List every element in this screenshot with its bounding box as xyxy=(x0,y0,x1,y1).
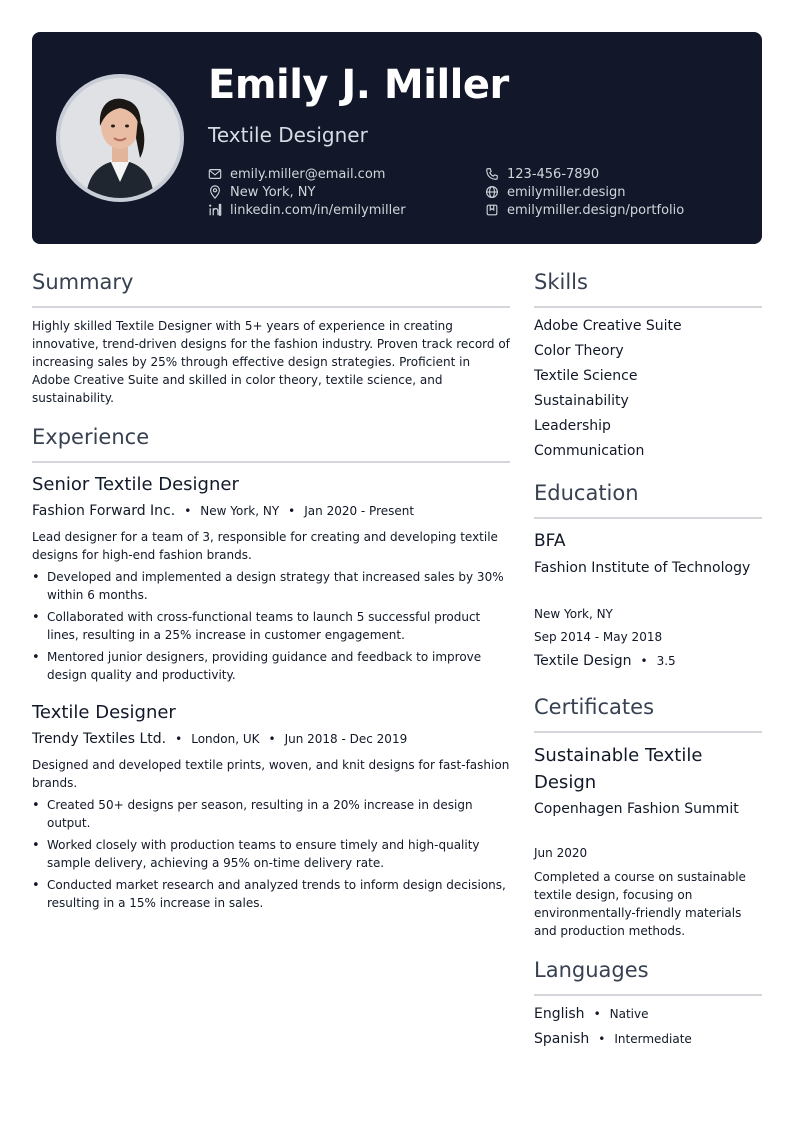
language-level: Intermediate xyxy=(614,1032,692,1046)
job-meta-1 xyxy=(32,503,414,519)
separator-dot: • xyxy=(288,504,296,518)
education-field-gpa xyxy=(534,653,676,669)
education-heading: Education xyxy=(534,481,639,505)
list-item: • Developed and implemented a design strategy that increased sales by 30% within 6 months. xyxy=(32,568,512,604)
separator-dot: • xyxy=(593,1007,601,1021)
education-degree: BFA xyxy=(534,531,566,551)
location-pin-icon xyxy=(208,185,222,199)
summary-heading: Summary xyxy=(32,270,134,294)
experience-divider xyxy=(32,461,510,463)
separator-dot: • xyxy=(598,1032,606,1046)
experience-heading: Experience xyxy=(32,425,150,449)
education-dates: Sep 2014 - May 2018 xyxy=(534,630,663,644)
separator-dot: • xyxy=(640,654,648,668)
certificate-issuer: Copenhagen Fashion Summit xyxy=(534,801,739,817)
list-item: • Worked closely with production teams to ensure timely and high-quality sample delivery, achieving a 95% on-time delivery rate. xyxy=(32,836,512,872)
job-dates-2: Jun 2018 - Dec 2019 xyxy=(284,732,408,746)
globe-icon xyxy=(485,185,499,199)
phone-icon xyxy=(485,167,499,181)
job-title-2: Textile Designer xyxy=(32,702,176,723)
phone-text: 123-456-7890 xyxy=(507,166,600,182)
skill-item: Textile Science xyxy=(534,368,638,384)
skill-item: Communication xyxy=(534,443,645,459)
list-item: • Created 50+ designs per season, resulting in a 20% increase in design output. xyxy=(32,796,512,832)
certificates-divider xyxy=(534,731,762,733)
profile-photo xyxy=(56,74,184,202)
job-company-1: Fashion Forward Inc. xyxy=(32,503,176,519)
job-company-2: Trendy Textiles Ltd. xyxy=(32,731,167,747)
language-level: Native xyxy=(609,1007,649,1021)
job-description-1: Lead designer for a team of 3, responsible for creating and developing textile designs for high-end fashion brands. xyxy=(32,530,498,562)
job-description-2: Designed and developed textile prints, woven, and knit designs for fast-fashion brands. xyxy=(32,758,510,790)
skills-heading: Skills xyxy=(534,270,588,294)
summary-text: Highly skilled Textile Designer with 5+ years of experience in creating innovative, trend-driven designs for the fashion industry. Proven track record of increasing sales by 25% through effective design strategies. Proficient in Adobe Creative Suite and skilled in color theory, textile science, and sustainability. xyxy=(32,319,510,405)
education-gpa: 3.5 xyxy=(656,654,676,668)
separator-dot: • xyxy=(184,504,192,518)
language-name: English xyxy=(534,1006,585,1022)
job-meta-2 xyxy=(32,731,407,747)
education-school: Fashion Institute of Technology xyxy=(534,560,751,576)
resume-header xyxy=(32,32,762,244)
list-item: • Mentored junior designers, providing guidance and feedback to improve design quality and productivity. xyxy=(32,648,512,684)
language-item xyxy=(534,1006,649,1022)
skill-item: Adobe Creative Suite xyxy=(534,318,682,334)
summary-divider xyxy=(32,306,510,308)
certificates-heading: Certificates xyxy=(534,695,655,719)
candidate-name: Emily J. Miller xyxy=(208,62,509,108)
location-text: New York, NY xyxy=(230,184,316,200)
languages-heading: Languages xyxy=(534,958,649,982)
skills-divider xyxy=(534,306,762,308)
certificate-description: Completed a course on sustainable textile design, focusing on environmentally-friendly materials and production methods. xyxy=(534,870,746,938)
language-item xyxy=(534,1031,692,1047)
skill-item: Sustainability xyxy=(534,393,629,409)
portfolio-icon xyxy=(485,203,499,217)
separator-dot: • xyxy=(175,732,183,746)
job-dates-1: Jan 2020 - Present xyxy=(304,504,415,518)
contact-linkedin[interactable] xyxy=(208,201,406,219)
certificate-date: Jun 2020 xyxy=(534,846,588,860)
skills-list xyxy=(534,314,682,464)
contact-website[interactable] xyxy=(485,183,626,201)
education-field: Textile Design xyxy=(534,653,632,669)
language-name: Spanish xyxy=(534,1031,590,1047)
contact-location xyxy=(208,183,315,201)
job-bullets-2 xyxy=(32,796,512,916)
separator-dot: • xyxy=(268,732,276,746)
mail-icon xyxy=(208,167,222,181)
education-divider xyxy=(534,517,762,519)
job-location-1: New York, NY xyxy=(200,504,280,518)
linkedin-icon xyxy=(208,203,222,217)
website-text: emilymiller.design xyxy=(507,184,626,200)
contact-email[interactable] xyxy=(208,165,385,183)
candidate-title: Textile Designer xyxy=(208,123,368,147)
job-bullets-1 xyxy=(32,568,512,688)
languages-divider xyxy=(534,994,762,996)
list-item: • Collaborated with cross-functional teams to launch 5 successful product lines, resulting in a 25% increase in customer engagement. xyxy=(32,608,512,644)
email-text: emily.miller@email.com xyxy=(230,166,386,182)
job-location-2: London, UK xyxy=(191,732,260,746)
education-location: New York, NY xyxy=(534,607,613,621)
contact-phone[interactable] xyxy=(485,165,599,183)
skill-item: Color Theory xyxy=(534,343,624,359)
portfolio-text: emilymiller.design/portfolio xyxy=(507,202,685,218)
skill-item: Leadership xyxy=(534,418,611,434)
list-item: • Conducted market research and analyzed trends to inform design decisions, resulting in a 15% increase in sales. xyxy=(32,876,512,912)
portrait-illustration-icon xyxy=(60,78,180,198)
linkedin-text: linkedin.com/in/emilymiller xyxy=(230,202,406,218)
certificate-title: Sustainable Textile Design xyxy=(534,745,703,793)
job-title-1: Senior Textile Designer xyxy=(32,474,239,495)
contact-portfolio[interactable] xyxy=(485,201,684,219)
